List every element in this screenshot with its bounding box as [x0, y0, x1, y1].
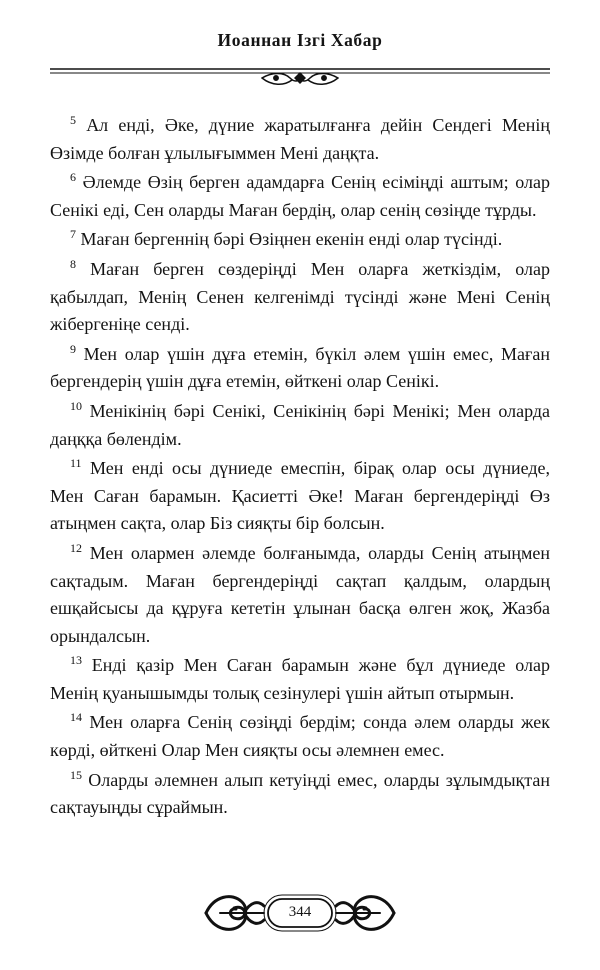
- verse-number: 7: [70, 227, 76, 242]
- verse-number: 6: [70, 170, 76, 185]
- verse-text: Маған бергеннің бәрі Өзіңнен екенін енді олар түсінді.: [80, 229, 503, 250]
- verse-text: Мен олармен әлемде болғанымда, оларды Сенің атыңмен сақтадым. Маған бергендеріңді сақтап қалдым, олардың ешқайсысы да құруға кететін ұлынан басқа өлген жоқ, Жазба орындалсын.: [50, 542, 550, 646]
- footer-flourish-left-icon: [206, 897, 264, 930]
- page-number: 344: [288, 904, 312, 920]
- verse-5: [50, 112, 550, 167]
- verse-8: [50, 256, 550, 339]
- verse-15: [50, 767, 550, 822]
- verse-number: 11: [70, 456, 82, 471]
- verse-number: 15: [70, 767, 82, 782]
- verse-text: Енді қазір Мен Саған барамын және бұл дүниеде олар Менің қуанышымды толық сезінулері үшін айтып отырмын.: [50, 655, 550, 703]
- scripture-body: [50, 112, 550, 824]
- verse-number: 10: [70, 398, 82, 413]
- verse-number: 9: [70, 341, 76, 356]
- verse-text: Маған берген сөздеріңді Мен оларға жеткіздім, олар қабылдап, Менің Сенен келгенімді түсінді және Мені Сенің жібергеніңе сенді.: [50, 258, 550, 335]
- verse-number: 5: [70, 113, 76, 127]
- verse-text: Мен енді осы дүниеде емеспін, бірақ олар осы дүниеде, Мен Саған барамын. Қасиетті Әке! Маған бергендеріңді Өз атыңмен сақта, олар Біз сияқты бір болсын.: [50, 458, 550, 534]
- verse-number: 14: [70, 710, 82, 725]
- verse-10: [50, 398, 550, 453]
- footer-flourish-right-icon: [336, 897, 394, 930]
- verse-6: [50, 169, 550, 224]
- verse-text: Ал енді, Әке, дүние жаратылғанға дейін Сендегі Менің Өзімде болған ұлылығыммен Мені даңқта.: [50, 115, 551, 163]
- verse-number: 8: [70, 256, 76, 271]
- verse-text: Менікінің бәрі Сенікі, Сенікінің бәрі Менікі; Мен оларда даңққа бөлендім.: [50, 400, 551, 449]
- verse-text: Оларды әлемнен алып кетуіңді емес, оларды зұлымдықтан сақтауыңды сұраймын.: [50, 769, 550, 818]
- header-ornament-rule: [50, 66, 550, 90]
- running-header-title: Иоаннан Ізгі Хабар: [217, 30, 383, 50]
- verse-number: 13: [70, 653, 82, 668]
- verse-9: [50, 341, 550, 396]
- verse-14: [50, 709, 550, 764]
- verse-number: 12: [70, 540, 82, 555]
- verse-13: [50, 652, 550, 707]
- verse-text: Мен олар үшін дұға етемін, бүкіл әлем үшін емес, Маған бергендерің үшін дұға етемін, өйткені олар Сенікі.: [50, 343, 551, 392]
- verse-7: [50, 226, 550, 254]
- verse-11: [50, 455, 550, 538]
- verse-text: Мен оларға Сенің сөзіңді бердім; сонда әлем оларды жек көрді, өйткені Олар Мен сияқты осы әлемнен емес.: [50, 712, 550, 761]
- verse-12: [50, 540, 550, 650]
- verse-text: Әлемде Өзің берген адамдарға Сенің есіміңді аштым; олар Сенікі еді, Сен оларды Маған бердің, олар сенің сөзіңде тұрды.: [50, 172, 550, 220]
